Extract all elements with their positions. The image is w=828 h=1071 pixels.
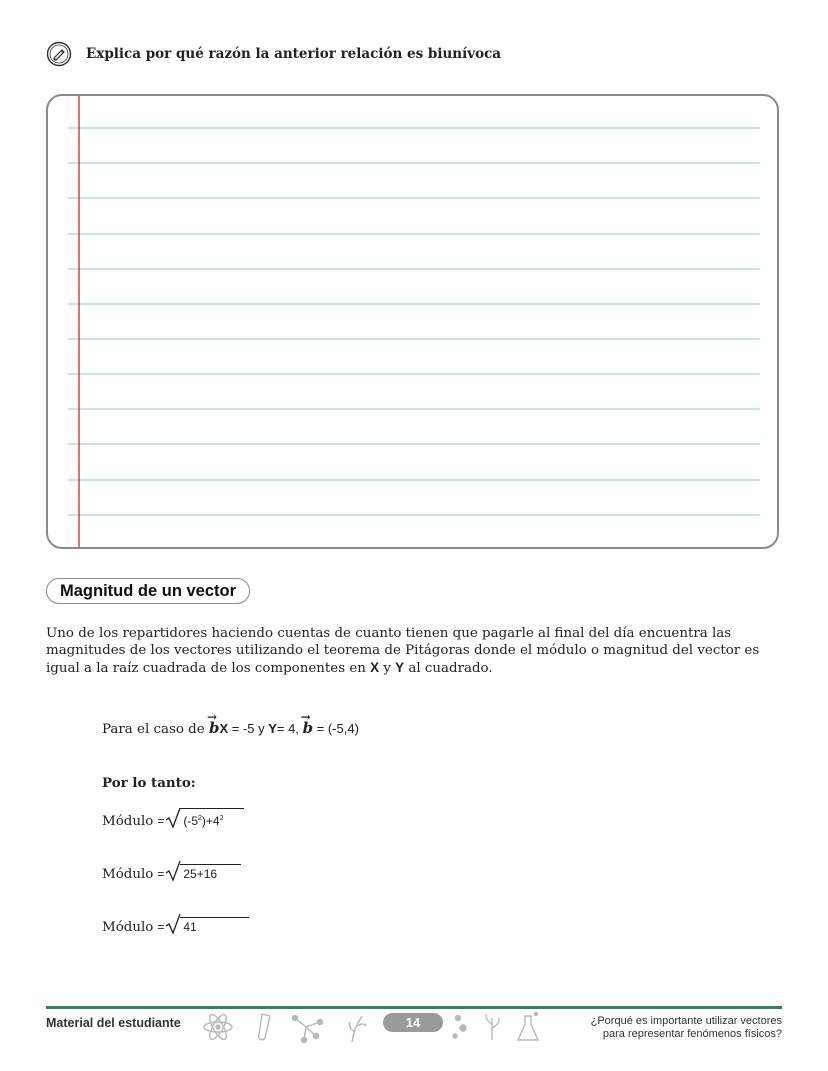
body-paragraph: Uno de los repartidores haciendo cuentas de cuanto tienen que pagarle al final del día encuentra las magnitudes de los vectores utilizando el teorema de Pitágoras donde el módulo o magnitud del vector es igual a la raíz cuadrada de los componentes en X y Y al cuadrado. [46,626,760,676]
notebook-lines [48,96,779,549]
answer-lined-area[interactable] [46,94,779,549]
square-root-symbol: 41 [165,913,248,935]
vector-b-symbol-2: → b [300,710,314,737]
dots-icon [453,1016,466,1039]
atom-icon [204,1012,232,1041]
footer-label: Material del estudiante [46,1016,181,1030]
modulo-step-3: Módulo = 41 [102,913,249,935]
vector-b-symbol: → b [206,710,220,737]
square-root-symbol: $(-5^2)+4^2$ [165,807,243,829]
footer-question: ¿Porqué es importante utilizar vectores para representar fenómenos físicos? [590,1015,782,1040]
modulo-step-1: Módulo = $(-5^2)+4^2$ [102,807,244,829]
question-row [46,41,501,67]
modulo-step-2: Módulo = 25+16 [102,860,241,882]
molecule-icon [293,1016,323,1043]
pencil-icon [46,41,72,67]
plant-icon [486,1014,499,1040]
section-title: Magnitud de un vector [46,578,250,604]
footer-rule [46,1006,782,1009]
therefore-heading: Por lo tanto: [102,775,196,791]
leaf-icon [350,1016,366,1042]
example-line: Para el caso de → bX = -5 y Y= 4, → b = (-5,4) [102,710,359,737]
question-text: Explica por qué razón la anterior relación es biunívoca [86,46,502,62]
square-root-symbol: 25+16 [165,860,241,882]
footer-science-icons [200,1010,540,1044]
flask-icon [518,1013,538,1041]
page-number: 14 [383,1013,443,1032]
test-tube-icon [259,1014,270,1040]
